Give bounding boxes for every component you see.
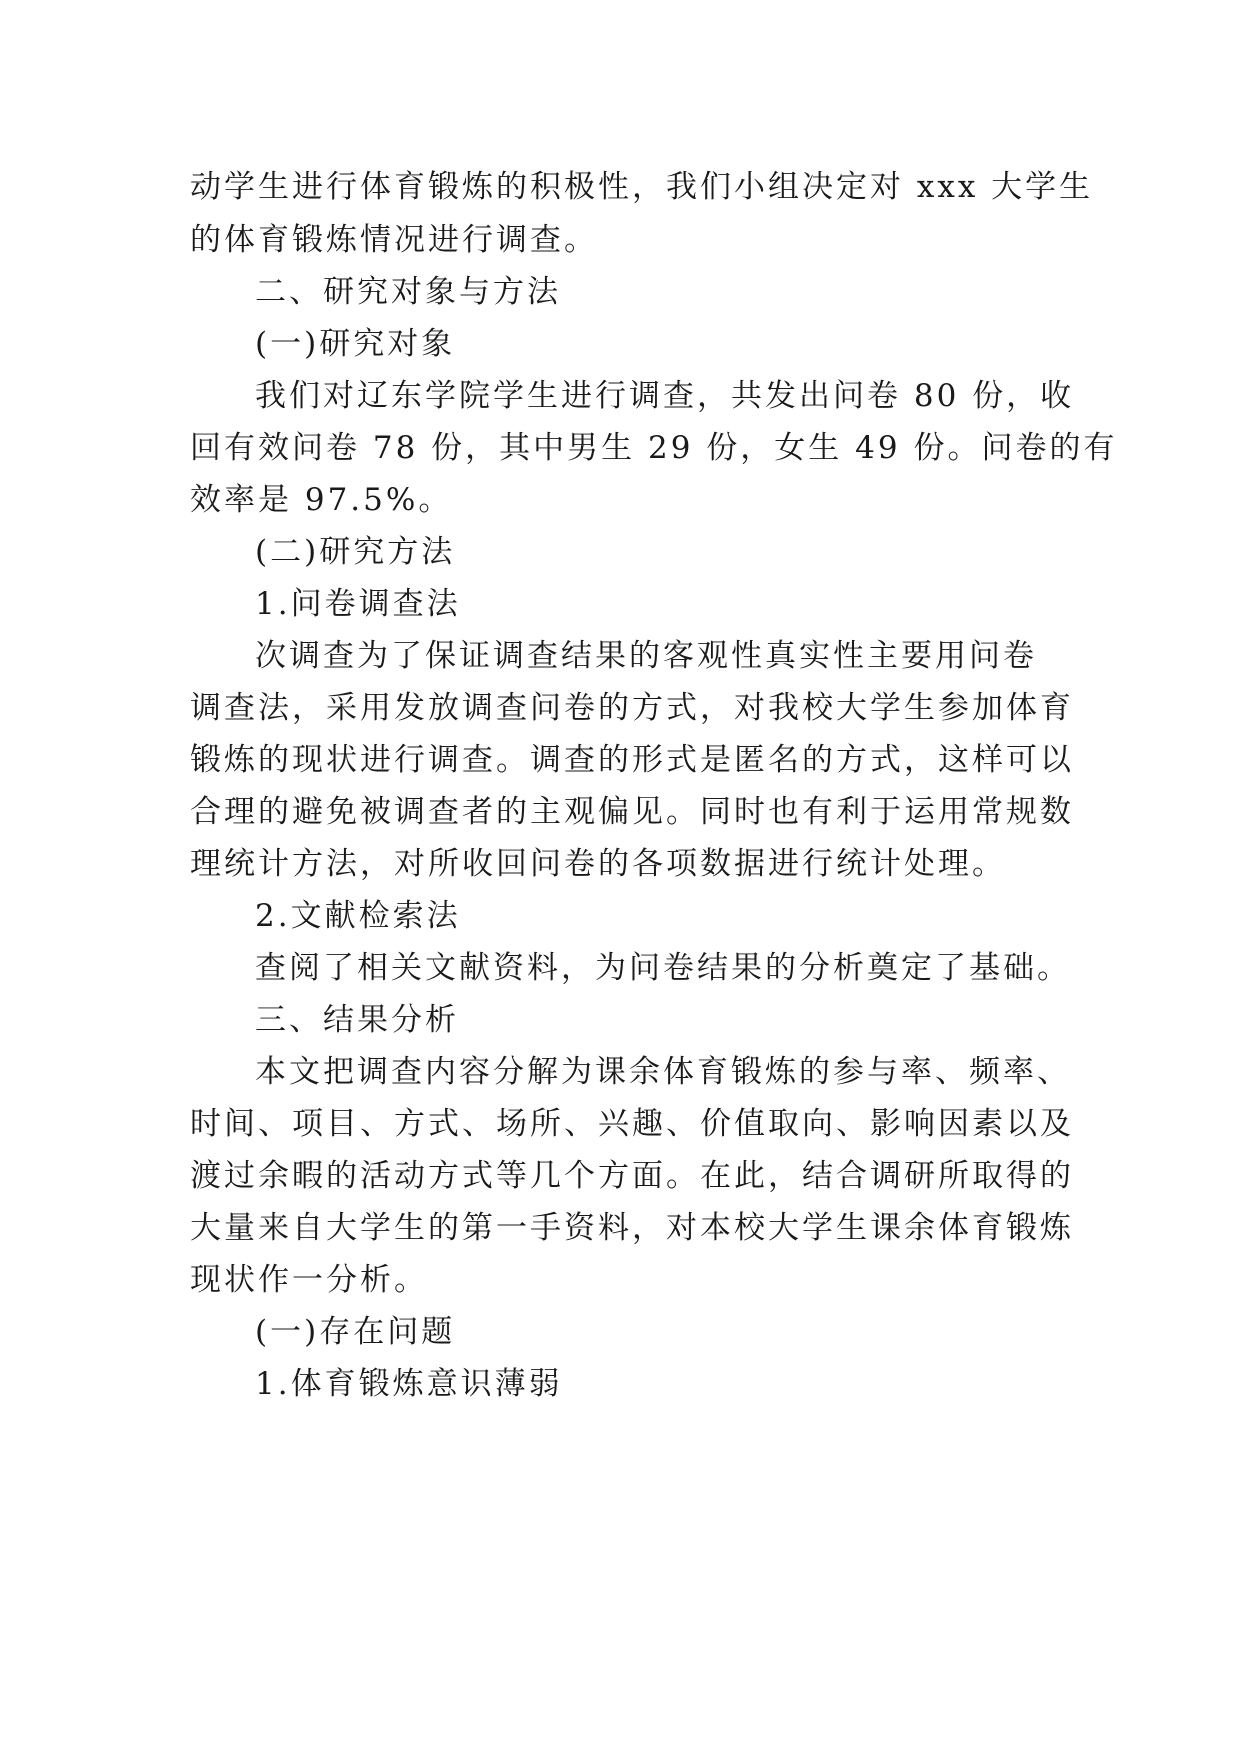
- text-line: 渡过余暇的活动方式等几个方面。在此，结合调研所取得的: [190, 1158, 1074, 1194]
- subsection-heading: (二)研究方法: [255, 534, 456, 570]
- subsection-heading: (一)研究对象: [255, 326, 456, 362]
- text-line: 合理的避免被调查者的主观偏见。同时也有利于运用常规数: [190, 794, 1074, 830]
- text-line: 查阅了相关文献资料，为问卷结果的分析奠定了基础。: [255, 950, 1071, 986]
- text-line: 锻炼的现状进行调查。调查的形式是匿名的方式，这样可以: [190, 742, 1074, 778]
- section-heading: 三、结果分析: [255, 1002, 459, 1038]
- text-line: 本文把调查内容分解为课余体育锻炼的参与率、频率、: [255, 1054, 1071, 1090]
- text-line: 调查法，采用发放调查问卷的方式，对我校大学生参加体育: [190, 690, 1074, 726]
- text-line: 我们对辽东学院学生进行调查，共发出问卷 80 份，收: [255, 378, 1075, 414]
- text-line: 的体育锻炼情况进行调查。: [190, 222, 598, 258]
- text-line: 现状作一分析。: [190, 1262, 428, 1298]
- text-line: 动学生进行体育锻炼的积极性，我们小组决定对 xxx 大学生: [190, 169, 1094, 205]
- section-heading: 二、研究对象与方法: [255, 274, 561, 310]
- item-heading: 1.问卷调查法: [255, 586, 461, 622]
- subsection-heading: (一)存在问题: [255, 1314, 456, 1350]
- text-line: 回有效问卷 78 份，其中男生 29 份，女生 49 份。问卷的有: [190, 430, 1118, 466]
- text-line: 次调查为了保证调查结果的客观性真实性主要用问卷: [255, 638, 1037, 674]
- text-line: 理统计方法，对所收回问卷的各项数据进行统计处理。: [190, 846, 1006, 882]
- text-line: 大量来自大学生的第一手资料，对本校大学生课余体育锻炼: [190, 1210, 1074, 1246]
- text-line: 效率是 97.5%。: [190, 482, 453, 518]
- item-heading: 1.体育锻炼意识薄弱: [255, 1366, 563, 1402]
- item-heading: 2.文献检索法: [255, 898, 461, 934]
- text-line: 时间、项目、方式、场所、兴趣、价值取向、影响因素以及: [190, 1106, 1074, 1142]
